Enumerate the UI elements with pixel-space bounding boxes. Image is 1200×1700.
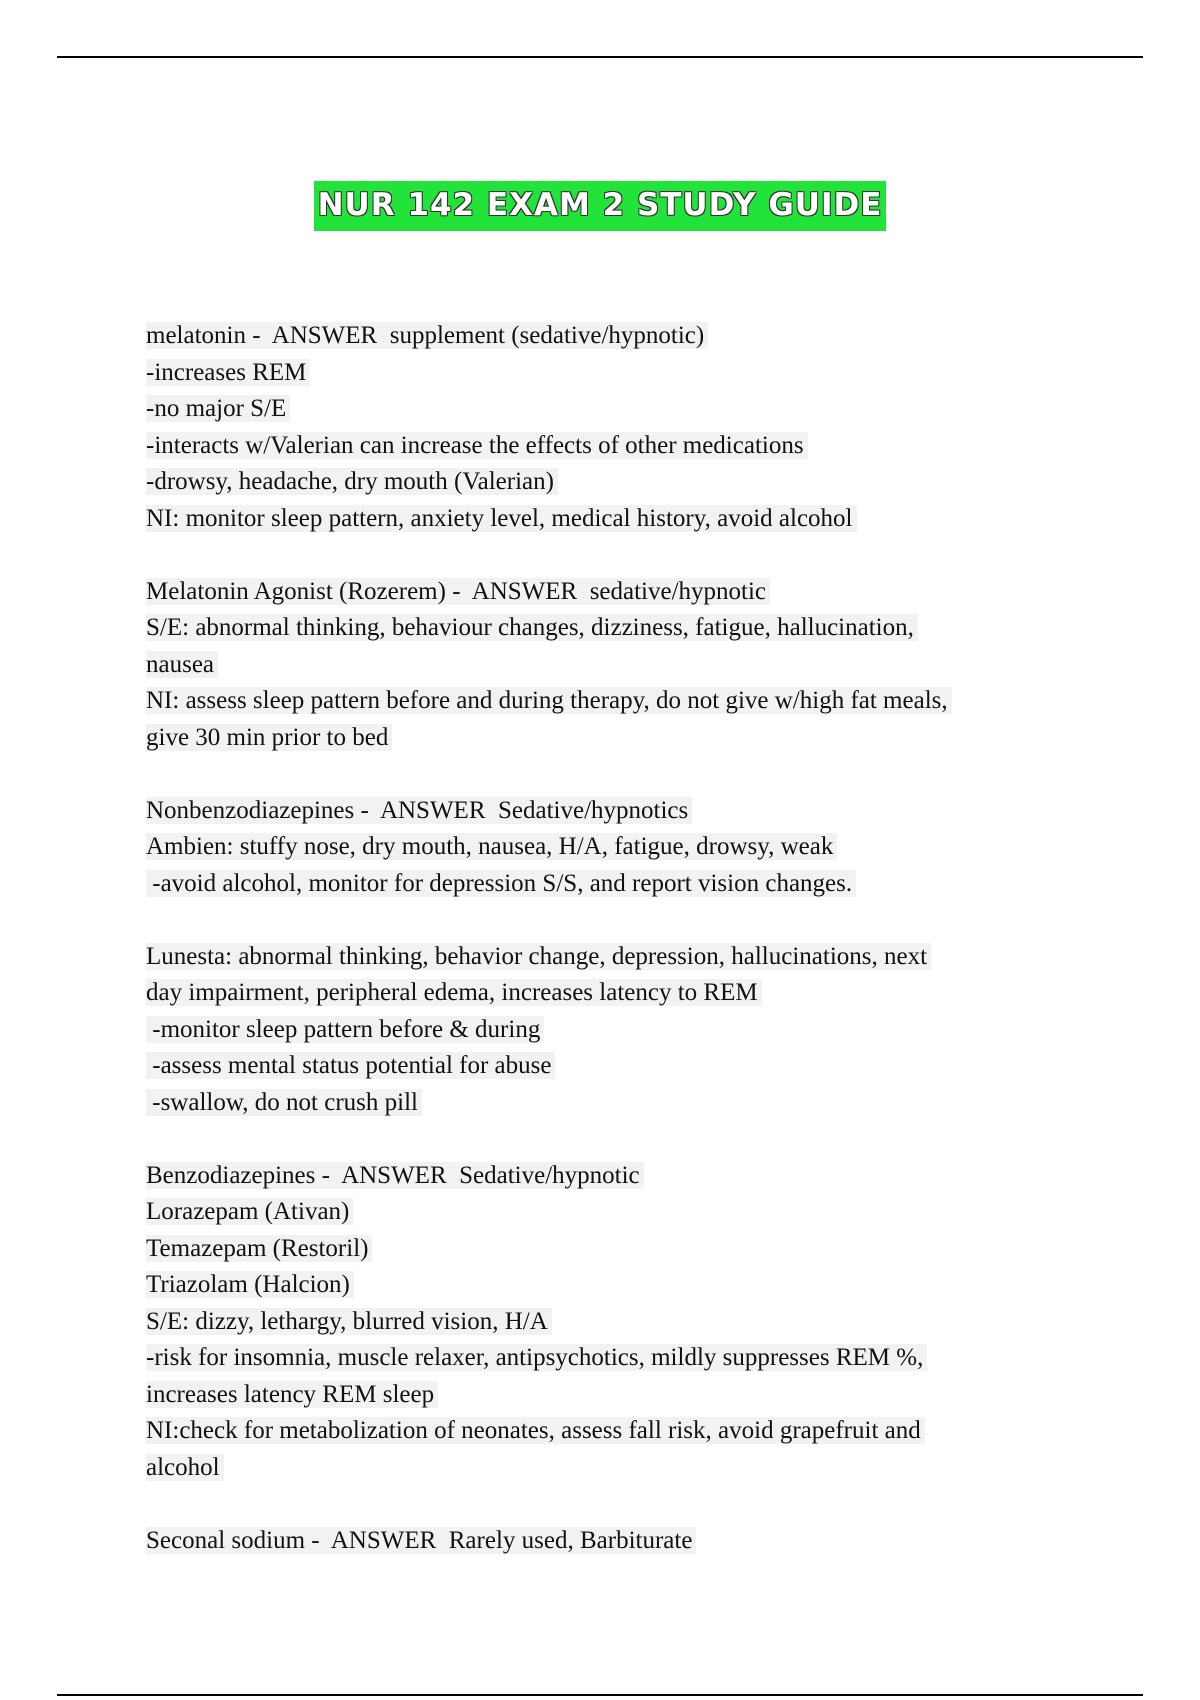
bottom-rule bbox=[57, 1694, 1143, 1696]
text-line: NI:check for metabolization of neonates, assess fall risk, avoid grapefruit and bbox=[146, 1413, 1066, 1450]
text-line: Ambien: stuffy nose, dry mouth, nausea, H/A, fatigue, drowsy, weak bbox=[146, 829, 1066, 866]
text-line: -risk for insomnia, muscle relaxer, antipsychotics, mildly suppresses REM %, bbox=[146, 1340, 1066, 1377]
text-line: NI: assess sleep pattern before and during therapy, do not give w/high fat meals, bbox=[146, 683, 1066, 720]
entry-melatonin bbox=[146, 318, 1066, 537]
text-line: Benzodiazepines - ANSWER Sedative/hypnotic bbox=[146, 1158, 1066, 1195]
text-line: -interacts w/Valerian can increase the effects of other medications bbox=[146, 428, 1066, 465]
text-line: Triazolam (Halcion) bbox=[146, 1267, 1066, 1304]
text-line: increases latency REM sleep bbox=[146, 1377, 1066, 1414]
text-line: NI: monitor sleep pattern, anxiety level, medical history, avoid alcohol bbox=[146, 501, 1066, 538]
text-line: alcohol bbox=[146, 1450, 1066, 1487]
text-line: Melatonin Agonist (Rozerem) - ANSWER sedative/hypnotic bbox=[146, 574, 1066, 611]
text-line: Seconal sodium - ANSWER Rarely used, Barbiturate bbox=[146, 1523, 1066, 1560]
top-rule bbox=[57, 56, 1143, 58]
text-line: day impairment, peripheral edema, increases latency to REM bbox=[146, 975, 1066, 1012]
text-line: Lorazepam (Ativan) bbox=[146, 1194, 1066, 1231]
entry-seconal-sodium bbox=[146, 1523, 1066, 1560]
text-line: -avoid alcohol, monitor for depression S/S, and report vision changes. bbox=[146, 866, 1066, 903]
text-line: S/E: dizzy, lethargy, blurred vision, H/A bbox=[146, 1304, 1066, 1341]
entry-nonbenzodiazepines bbox=[146, 793, 1066, 903]
entry-lunesta bbox=[146, 939, 1066, 1122]
text-line: Lunesta: abnormal thinking, behavior change, depression, hallucinations, next bbox=[146, 939, 1066, 976]
entry-benzodiazepines bbox=[146, 1158, 1066, 1487]
text-line: -swallow, do not crush pill bbox=[146, 1085, 1066, 1122]
text-line: Nonbenzodiazepines - ANSWER Sedative/hypnotics bbox=[146, 793, 1066, 830]
page-title: NUR 142 EXAM 2 STUDY GUIDE bbox=[314, 181, 887, 231]
text-line: S/E: abnormal thinking, behaviour changes, dizziness, fatigue, hallucination, bbox=[146, 610, 1066, 647]
text-line: melatonin - ANSWER supplement (sedative/hypnotic) bbox=[146, 318, 1066, 355]
text-line: -no major S/E bbox=[146, 391, 1066, 428]
text-line: -assess mental status potential for abuse bbox=[146, 1048, 1066, 1085]
text-line: -increases REM bbox=[146, 355, 1066, 392]
entry-melatonin-agonist bbox=[146, 574, 1066, 757]
text-line: give 30 min prior to bed bbox=[146, 720, 1066, 757]
title-container bbox=[0, 181, 1200, 231]
text-line: -monitor sleep pattern before & during bbox=[146, 1012, 1066, 1049]
study-guide-content bbox=[146, 318, 1066, 1596]
text-line: Temazepam (Restoril) bbox=[146, 1231, 1066, 1268]
text-line: -drowsy, headache, dry mouth (Valerian) bbox=[146, 464, 1066, 501]
text-line: nausea bbox=[146, 647, 1066, 684]
